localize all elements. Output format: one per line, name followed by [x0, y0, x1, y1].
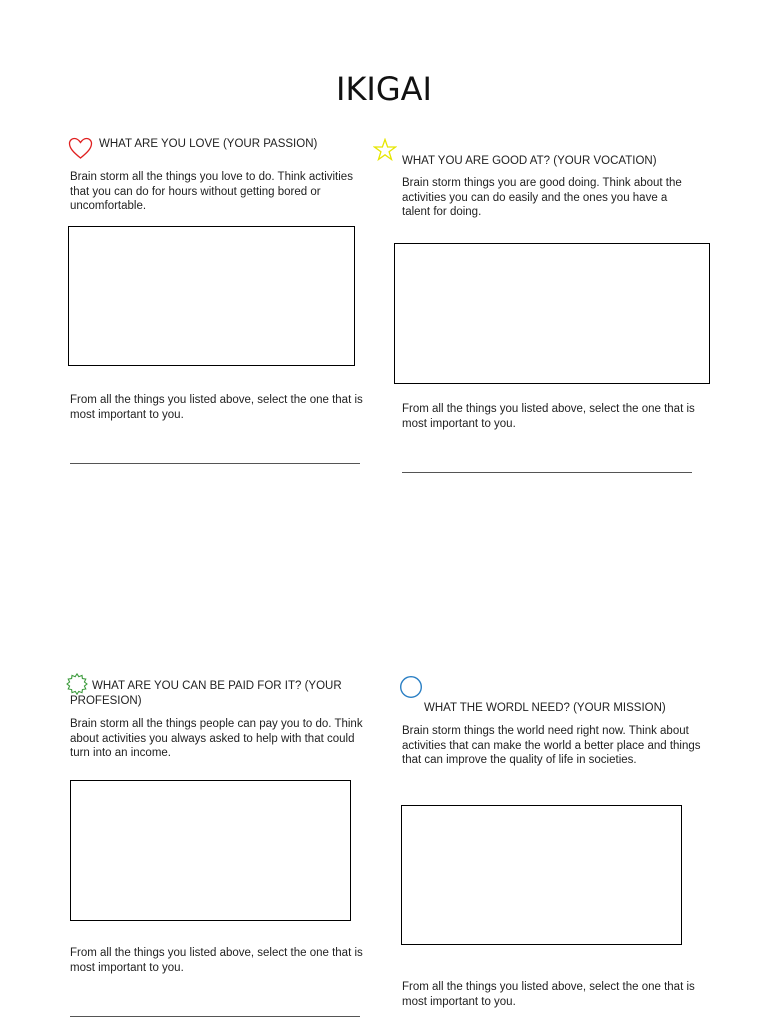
page-title: IKIGAI — [336, 70, 432, 108]
vocation-prompt: From all the things you listed above, select the one that is most important to you. — [402, 403, 695, 430]
vocation-answer-line[interactable] — [402, 472, 692, 473]
vocation-description: Brain storm things you are good doing. Think about the activities you can do easily and the ones you have a talent for doing. — [402, 177, 682, 218]
profession-answer-box[interactable] — [70, 780, 351, 921]
profession-description: Brain storm all the things people can pay you to do. Think about activities you always asked to help with that could turn into an income. — [70, 718, 363, 759]
profession-heading: WHAT ARE YOU CAN BE PAID FOR IT? (YOUR PROFESION) — [70, 680, 342, 707]
heart-icon — [68, 137, 93, 160]
passion-prompt: From all the things you listed above, select the one that is most important to you. — [70, 394, 363, 421]
passion-heading: WHAT ARE YOU LOVE (YOUR PASSION) — [99, 138, 318, 150]
passion-answer-box[interactable] — [68, 226, 355, 366]
vocation-answer-box[interactable] — [394, 243, 710, 384]
profession-answer-line[interactable] — [70, 1016, 360, 1017]
passion-description: Brain storm all the things you love to do. Think activities that you can do for hours without getting bored or uncomfortable. — [70, 171, 353, 212]
mission-heading: WHAT THE WORDL NEED? (YOUR MISSION) — [424, 702, 666, 714]
star-icon — [373, 138, 397, 162]
mission-description: Brain storm things the world need right now. Think about activities that can make the world a better place and things that can improve the quality of life in societies. — [402, 725, 701, 766]
mission-answer-box[interactable] — [401, 805, 682, 945]
mission-prompt: From all the things you listed above, select the one that is most important to you. — [402, 981, 695, 1008]
circle-icon — [399, 675, 423, 699]
vocation-heading: WHAT YOU ARE GOOD AT? (YOUR VOCATION) — [402, 155, 657, 167]
passion-answer-line[interactable] — [70, 463, 360, 464]
profession-prompt: From all the things you listed above, select the one that is most important to you. — [70, 947, 363, 974]
